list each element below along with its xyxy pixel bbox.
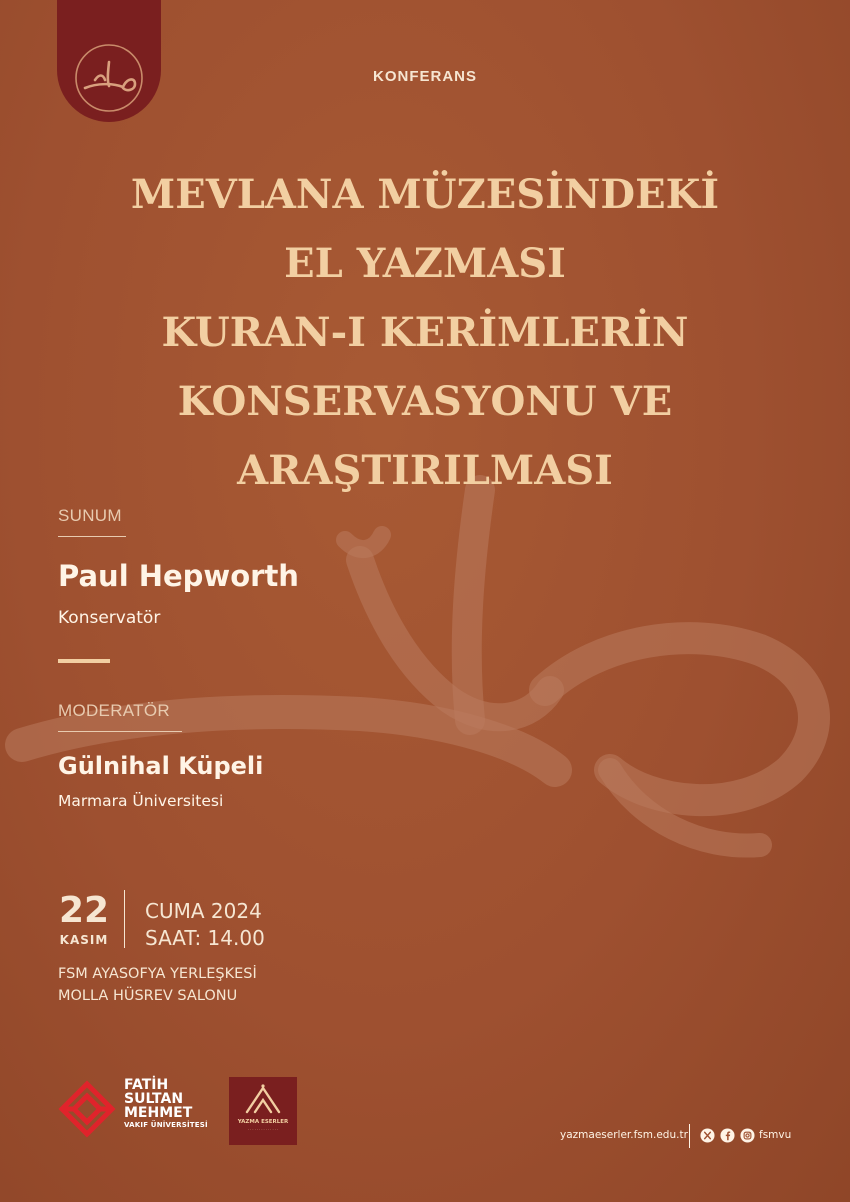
title-line: KURAN-I KERİMLERİN xyxy=(161,309,689,356)
yazma-eserler-logo xyxy=(229,1077,297,1145)
venue-line: FSM AYASOFYA YERLEŞKESİ xyxy=(58,966,257,982)
fsm-name-line: VAKIF ÜNİVERSİTESİ xyxy=(124,1121,208,1129)
section-divider xyxy=(58,659,110,663)
event-day: 22 xyxy=(58,890,110,931)
yazma-eserler-emblem-icon xyxy=(243,1082,283,1116)
event-weekday-year: CUMA 2024 xyxy=(145,899,262,923)
moderator-label: MODERATÖR xyxy=(58,701,170,720)
yazma-eserler-subtitle-graphic: . . . . . . . . . . . . . . xyxy=(247,1127,279,1131)
title-line: MEVLANA MÜZESİNDEKİ xyxy=(130,171,720,218)
event-time: SAAT: 14.00 xyxy=(145,926,265,950)
instagram-icon[interactable] xyxy=(740,1128,755,1143)
moderator-name: Gülnihal Küpeli xyxy=(58,752,264,780)
presenter-name: Paul Hepworth xyxy=(58,559,299,593)
title-line: EL YAZMASI xyxy=(284,240,566,287)
social-handle[interactable]: fsmvu xyxy=(759,1129,792,1141)
presenter-label: SUNUM xyxy=(58,506,122,525)
fsm-university-logo-icon xyxy=(58,1080,116,1138)
footer-separator xyxy=(689,1124,690,1148)
fsm-name-line: MEHMET xyxy=(124,1105,193,1121)
x-icon[interactable] xyxy=(700,1128,715,1143)
venue-line: MOLLA HÜSREV SALONU xyxy=(58,988,238,1004)
moderator-label-rule xyxy=(58,731,182,732)
date-separator xyxy=(124,890,125,948)
presenter-role: Konservatör xyxy=(58,608,161,628)
event-type: KONFERANS xyxy=(372,68,477,85)
yazma-eserler-name: YAZMA ESERLER xyxy=(237,1119,289,1125)
fsm-name-line: SULTAN xyxy=(124,1091,184,1107)
website-link[interactable]: yazmaeserler.fsm.edu.tr xyxy=(560,1129,688,1141)
event-title xyxy=(40,160,810,505)
fsm-university-name xyxy=(124,1078,208,1131)
title-line: ARAŞTIRILMASI xyxy=(237,447,613,494)
event-month: KASIM xyxy=(59,933,109,947)
fsm-name-line: FATİH xyxy=(124,1077,169,1093)
presenter-label-rule xyxy=(58,536,126,537)
moderator-role: Marmara Üniversitesi xyxy=(58,792,224,810)
ribbon-badge xyxy=(57,0,161,122)
facebook-icon[interactable] xyxy=(720,1128,735,1143)
title-line: KONSERVASYONU VE xyxy=(177,378,673,425)
